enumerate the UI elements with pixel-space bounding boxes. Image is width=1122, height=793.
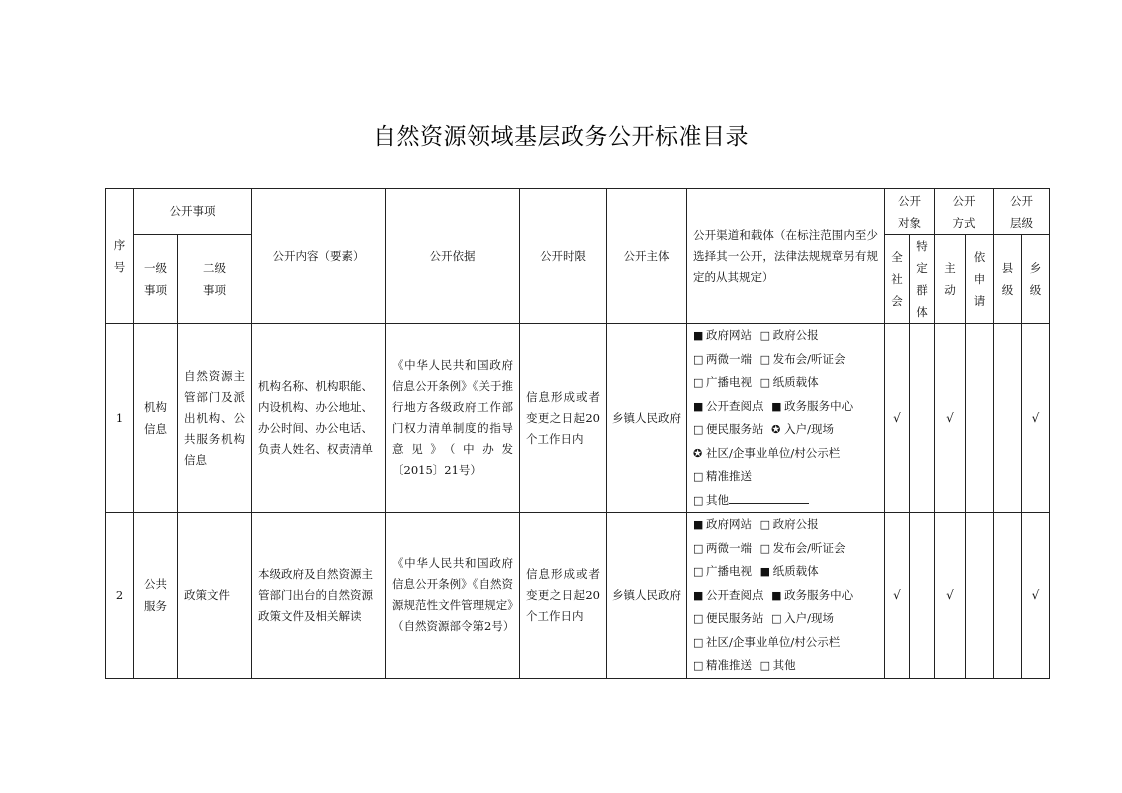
checkbox-icon: ■: [771, 588, 782, 602]
cell-target-all: √: [885, 513, 910, 679]
header-item-group: 公开事项: [134, 189, 252, 235]
page-title: 自然资源领域基层政务公开标准目录: [373, 124, 749, 150]
checkbox-icon: □: [759, 376, 771, 389]
cell-target-specific: [910, 513, 935, 679]
channel-item: □ 广播电视: [693, 564, 752, 578]
channel-item: ■ 政府网站: [693, 328, 752, 342]
checkbox-icon: ■: [693, 329, 704, 342]
header-target-all: 全社会: [885, 235, 910, 324]
channel-item: □ 其他: [760, 658, 796, 672]
cell-method-request: [966, 513, 994, 679]
checkbox-icon: □: [693, 352, 704, 366]
channel-item: □ 其他: [693, 493, 809, 507]
checkbox-icon: ■: [771, 399, 782, 413]
cell-level-county: [994, 324, 1022, 513]
cell-level1: 机构信息: [134, 324, 178, 513]
cell-target-specific: [910, 324, 935, 513]
channel-item: □ 发布会/听证会: [760, 541, 846, 555]
cell-basis: 《中华人民共和国政府信息公开条例》《关于推行地方各级政府工作部门权力清单制度的指导意见》（中办发〔2015〕21号）: [386, 324, 520, 513]
channel-item: □ 精准推送: [693, 469, 752, 483]
header-time: 公开时限: [520, 189, 607, 324]
checkbox-icon: □: [693, 423, 704, 436]
channel-item: □ 政府公报: [760, 517, 819, 531]
cell-time: 信息形成或者变更之日起20个工作日内: [520, 324, 607, 513]
checkbox-icon: ■: [693, 399, 704, 413]
checkbox-icon: □: [759, 352, 771, 366]
channel-item: ■ 纸质载体: [760, 564, 819, 578]
header-level2: 二级事项: [178, 235, 252, 324]
cell-content: 机构名称、机构职能、内设机构、办公地址、办公时间、办公电话、负责人姓名、权责清单: [252, 324, 386, 513]
channel-item: ■ 政务服务中心: [771, 588, 853, 602]
cell-method-active: √: [935, 513, 966, 679]
header-row-1: [106, 189, 1050, 235]
header-level-group: 公开层级: [994, 189, 1050, 235]
channel-item: □ 两微一端: [693, 352, 752, 366]
checkbox-icon: □: [693, 470, 704, 483]
checkbox-icon: □: [771, 612, 782, 625]
channel-item: ■ 政务服务中心: [771, 399, 853, 413]
cell-subject: 乡镇人民政府: [607, 513, 687, 679]
channel-item: □ 便民服务站: [693, 422, 764, 436]
table-row: [106, 324, 1050, 513]
checkbox-icon: ■: [759, 565, 771, 578]
channel-item: ✪ 社区/企事业单位/村公示栏: [693, 446, 840, 460]
checkbox-icon: □: [693, 612, 704, 625]
cell-target-all: √: [885, 324, 910, 513]
checkbox-icon: □: [759, 541, 771, 555]
checkbox-icon: □: [693, 635, 704, 649]
checkbox-icon: ✪: [771, 423, 781, 436]
header-target-group: 公开对象: [885, 189, 935, 235]
cell-level2: 政策文件: [178, 513, 252, 679]
cell-content: 本级政府及自然资源主管部门出台的自然资源政策文件及相关解读: [252, 513, 386, 679]
cell-method-request: [966, 324, 994, 513]
header-level-county: 县级: [994, 235, 1022, 324]
channel-item: □ 政府公报: [760, 328, 819, 342]
checkbox-icon: □: [759, 518, 771, 531]
checkbox-icon: □: [693, 565, 704, 578]
channel-item: □ 精准推送: [693, 658, 752, 672]
cell-level1: 公共服务: [134, 513, 178, 679]
channel-item: □ 两微一端: [693, 541, 752, 555]
channel-item: ■ 公开查阅点: [693, 399, 764, 413]
checkbox-icon: □: [693, 493, 704, 507]
channel-item: ■ 公开查阅点: [693, 588, 764, 602]
cell-level-county: [994, 513, 1022, 679]
checkbox-icon: □: [693, 376, 704, 389]
channel-item: □ 入户/现场: [771, 611, 834, 625]
header-target-specific: 特定群体: [910, 235, 935, 324]
checkbox-icon: ■: [693, 518, 704, 531]
cell-channel: [687, 513, 885, 679]
channel-item: □ 纸质载体: [760, 375, 819, 389]
channel-item: ■ 政府网站: [693, 517, 752, 531]
channel-item: □ 社区/企事业单位/村公示栏: [693, 635, 840, 649]
cell-level-town: √: [1022, 324, 1050, 513]
cell-subject: 乡镇人民政府: [607, 324, 687, 513]
header-level-town: 乡级: [1022, 235, 1050, 324]
header-basis: 公开依据: [386, 189, 520, 324]
header-method-active: 主动: [935, 235, 966, 324]
cell-time: 信息形成或者变更之日起20个工作日内: [520, 513, 607, 679]
header-method-request: 依申请: [966, 235, 994, 324]
cell-channel: [687, 324, 885, 513]
header-content: 公开内容（要素）: [252, 189, 386, 324]
fill-in-blank: [729, 491, 809, 504]
header-subject: 公开主体: [607, 189, 687, 324]
channel-item: □ 便民服务站: [693, 611, 764, 625]
checkbox-icon: □: [759, 659, 771, 672]
header-channel: 公开渠道和载体（在标注范围内至少选择其一公开，法律法规规章另有规定的从其规定）: [687, 189, 885, 324]
cell-level-town: √: [1022, 513, 1050, 679]
table-row: [106, 513, 1050, 679]
checkbox-icon: □: [693, 659, 704, 672]
channel-item: □ 广播电视: [693, 375, 752, 389]
cell-method-active: √: [935, 324, 966, 513]
header-level1: 一级事项: [134, 235, 178, 324]
header-seq: 序号: [106, 189, 134, 324]
checkbox-icon: ✪: [693, 446, 703, 460]
checkbox-icon: □: [759, 329, 771, 342]
checkbox-icon: □: [693, 541, 704, 555]
channel-item: ✪ 入户/现场: [771, 422, 834, 436]
cell-level2: 自然资源主管部门及派出机构、公共服务机构信息: [178, 324, 252, 513]
cell-seq: 2: [106, 513, 134, 679]
catalog-table: [105, 188, 1050, 679]
channel-item: □ 发布会/听证会: [760, 352, 846, 366]
checkbox-icon: ■: [693, 588, 704, 602]
header-method-group: 公开方式: [935, 189, 994, 235]
cell-basis: 《中华人民共和国政府信息公开条例》《自然资源规范性文件管理规定》（自然资源部令第2号）: [386, 513, 520, 679]
cell-seq: 1: [106, 324, 134, 513]
